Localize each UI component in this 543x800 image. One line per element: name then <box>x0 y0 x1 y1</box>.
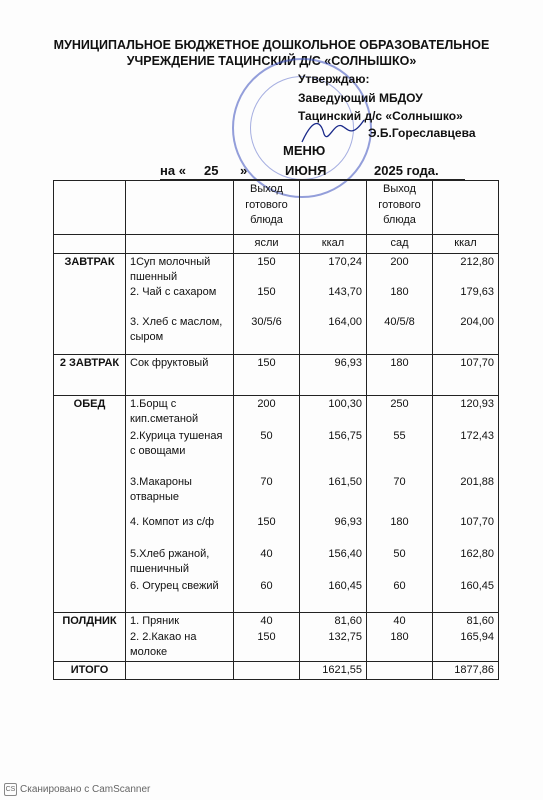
portion-nursery-col <box>234 612 300 661</box>
total-kcal-garden: 1877,86 <box>433 661 499 680</box>
kcal-garden: 120,93 <box>460 397 494 410</box>
menu-table <box>53 180 499 680</box>
portion-nursery: 30/5/6 <box>251 315 282 328</box>
col-nursery: ясли <box>234 235 300 254</box>
portion-nursery: 150 <box>257 630 276 643</box>
portion-nursery: 150 <box>257 255 276 268</box>
org-name-line2: УЧРЕЖДЕНИЕ ТАЦИНСКИЙ Д/С «СОЛНЫШКО» <box>126 54 417 68</box>
kcal-garden: 165,94 <box>460 630 494 643</box>
scanner-text: Сканировано с CamScanner <box>20 784 151 795</box>
total-empty-cell <box>367 661 433 680</box>
portion-garden: 55 <box>393 429 406 442</box>
header-output-garden: Выход готового блюда <box>367 181 433 235</box>
portion-garden: 180 <box>390 356 409 369</box>
kcal-garden-col <box>433 612 499 661</box>
kcal-nursery: 100,30 <box>328 397 362 410</box>
approval-label: Утверждаю: <box>298 72 370 86</box>
meal-name: ПОЛДНИК <box>54 612 126 661</box>
portion-nursery: 40 <box>260 547 273 560</box>
header-empty-cell <box>300 181 367 235</box>
kcal-nursery: 164,00 <box>328 315 362 328</box>
kcal-nursery: 81,60 <box>334 614 362 627</box>
portion-nursery: 60 <box>260 579 273 592</box>
kcal-garden: 212,80 <box>460 255 494 268</box>
meal-row <box>54 395 499 612</box>
date-day: 25 <box>204 163 219 178</box>
dish-name: 6. Огурец свежий <box>130 579 219 592</box>
header-empty-cell <box>433 181 499 235</box>
portion-garden: 180 <box>390 515 409 528</box>
portion-garden: 180 <box>390 630 409 643</box>
dish-name: 2. 2.Какао на молоке <box>130 630 197 658</box>
kcal-garden: 160,45 <box>460 579 494 592</box>
portion-garden: 60 <box>393 579 406 592</box>
camscanner-logo: CS <box>4 783 17 796</box>
portion-nursery: 150 <box>257 285 276 298</box>
header-empty-cell <box>126 181 234 235</box>
kcal-garden: 107,70 <box>460 356 494 369</box>
col-kcal-garden: ккал <box>433 235 499 254</box>
table-subheader-row <box>54 235 499 254</box>
dish-name: 3.Макароны отварные <box>130 475 192 503</box>
kcal-nursery: 170,24 <box>328 255 362 268</box>
kcal-garden-col <box>433 354 499 395</box>
portion-nursery: 150 <box>257 515 276 528</box>
portion-nursery-col <box>234 395 300 612</box>
dish-name: 2.Курица тушеная с овощами <box>130 429 223 457</box>
total-empty-cell <box>234 661 300 680</box>
kcal-nursery: 132,75 <box>328 630 362 643</box>
portion-garden: 40 <box>393 614 406 627</box>
header-output-nursery: Выход готового блюда <box>234 181 300 235</box>
total-label: ИТОГО <box>54 661 126 680</box>
dish-list <box>126 354 234 395</box>
kcal-nursery: 156,75 <box>328 429 362 442</box>
dish-list <box>126 253 234 354</box>
header-empty-cell <box>54 181 126 235</box>
date-prefix: на « <box>160 163 186 178</box>
portion-garden-col <box>367 354 433 395</box>
portion-garden: 40/5/8 <box>384 315 415 328</box>
kcal-nursery-col <box>300 395 367 612</box>
portion-nursery: 50 <box>260 429 273 442</box>
kcal-nursery-col <box>300 354 367 395</box>
total-kcal-nursery: 1621,55 <box>300 661 367 680</box>
meal-name: ЗАВТРАК <box>54 253 126 354</box>
dish-name: 3. Хлеб с маслом, сыром <box>130 315 223 343</box>
kcal-garden: 162,80 <box>460 547 494 560</box>
kcal-garden: 172,43 <box>460 429 494 442</box>
portion-nursery-col <box>234 253 300 354</box>
dish-list <box>126 612 234 661</box>
kcal-garden: 81,60 <box>466 614 494 627</box>
portion-nursery: 150 <box>257 356 276 369</box>
dish-name: 1Суп молочный пшенный <box>130 255 211 283</box>
scanner-footer <box>0 780 543 800</box>
subheader-empty-cell <box>54 235 126 254</box>
portion-garden: 180 <box>390 285 409 298</box>
dish-name: 5.Хлеб ржаной, пшеничный <box>130 547 210 575</box>
dish-name: 1. Пряник <box>130 614 180 627</box>
meal-name: ОБЕД <box>54 395 126 612</box>
portion-garden-col <box>367 395 433 612</box>
date-month: ИЮНЯ <box>285 163 327 178</box>
subheader-empty-cell <box>126 235 234 254</box>
total-row <box>54 661 499 680</box>
kcal-nursery: 161,50 <box>328 475 362 488</box>
approval-position: Заведующий МБДОУ <box>298 91 423 105</box>
meal-row <box>54 253 499 354</box>
approval-signer: Э.Б.Гореславцева <box>368 126 476 140</box>
kcal-nursery: 143,70 <box>328 285 362 298</box>
kcal-garden: 204,00 <box>460 315 494 328</box>
kcal-nursery: 96,93 <box>334 356 362 369</box>
dish-list <box>126 395 234 612</box>
kcal-nursery: 156,40 <box>328 547 362 560</box>
dish-name: 4. Компот из с/ф <box>130 515 215 528</box>
org-name-line1: МУНИЦИПАЛЬНОЕ БЮДЖЕТНОЕ ДОШКОЛЬНОЕ ОБРАЗОВАТЕЛЬНОЕ <box>53 38 490 52</box>
kcal-nursery: 160,45 <box>328 579 362 592</box>
dish-name: Сок фруктовый <box>130 356 209 369</box>
kcal-garden-col <box>433 395 499 612</box>
kcal-garden: 179,63 <box>460 285 494 298</box>
portion-nursery: 70 <box>260 475 273 488</box>
portion-garden: 70 <box>393 475 406 488</box>
date-year: 2025 года. <box>374 163 439 178</box>
kcal-nursery-col <box>300 253 367 354</box>
portion-garden-col <box>367 612 433 661</box>
portion-garden-col <box>367 253 433 354</box>
col-kcal-nursery: ккал <box>300 235 367 254</box>
kcal-nursery: 96,93 <box>334 515 362 528</box>
portion-garden: 50 <box>393 547 406 560</box>
meal-row <box>54 354 499 395</box>
dish-name: 2. Чай с сахаром <box>130 285 217 298</box>
date-line <box>160 163 470 180</box>
col-garden: сад <box>367 235 433 254</box>
meal-name: 2 ЗАВТРАК <box>54 354 126 395</box>
dish-name: 1.Борщ с кип.сметаной <box>130 397 199 425</box>
portion-garden: 200 <box>390 255 409 268</box>
portion-nursery: 40 <box>260 614 273 627</box>
meal-row <box>54 612 499 661</box>
kcal-garden: 107,70 <box>460 515 494 528</box>
menu-title: МЕНЮ <box>283 143 326 158</box>
kcal-nursery-col <box>300 612 367 661</box>
table-header-row <box>54 181 499 235</box>
kcal-garden: 201,88 <box>460 475 494 488</box>
portion-nursery: 200 <box>257 397 276 410</box>
kcal-garden-col <box>433 253 499 354</box>
portion-garden: 250 <box>390 397 409 410</box>
total-empty-cell <box>126 661 234 680</box>
date-close: » <box>240 163 248 178</box>
portion-nursery-col <box>234 354 300 395</box>
approval-org: Тацинский д/с «Солнышко» <box>298 109 463 123</box>
